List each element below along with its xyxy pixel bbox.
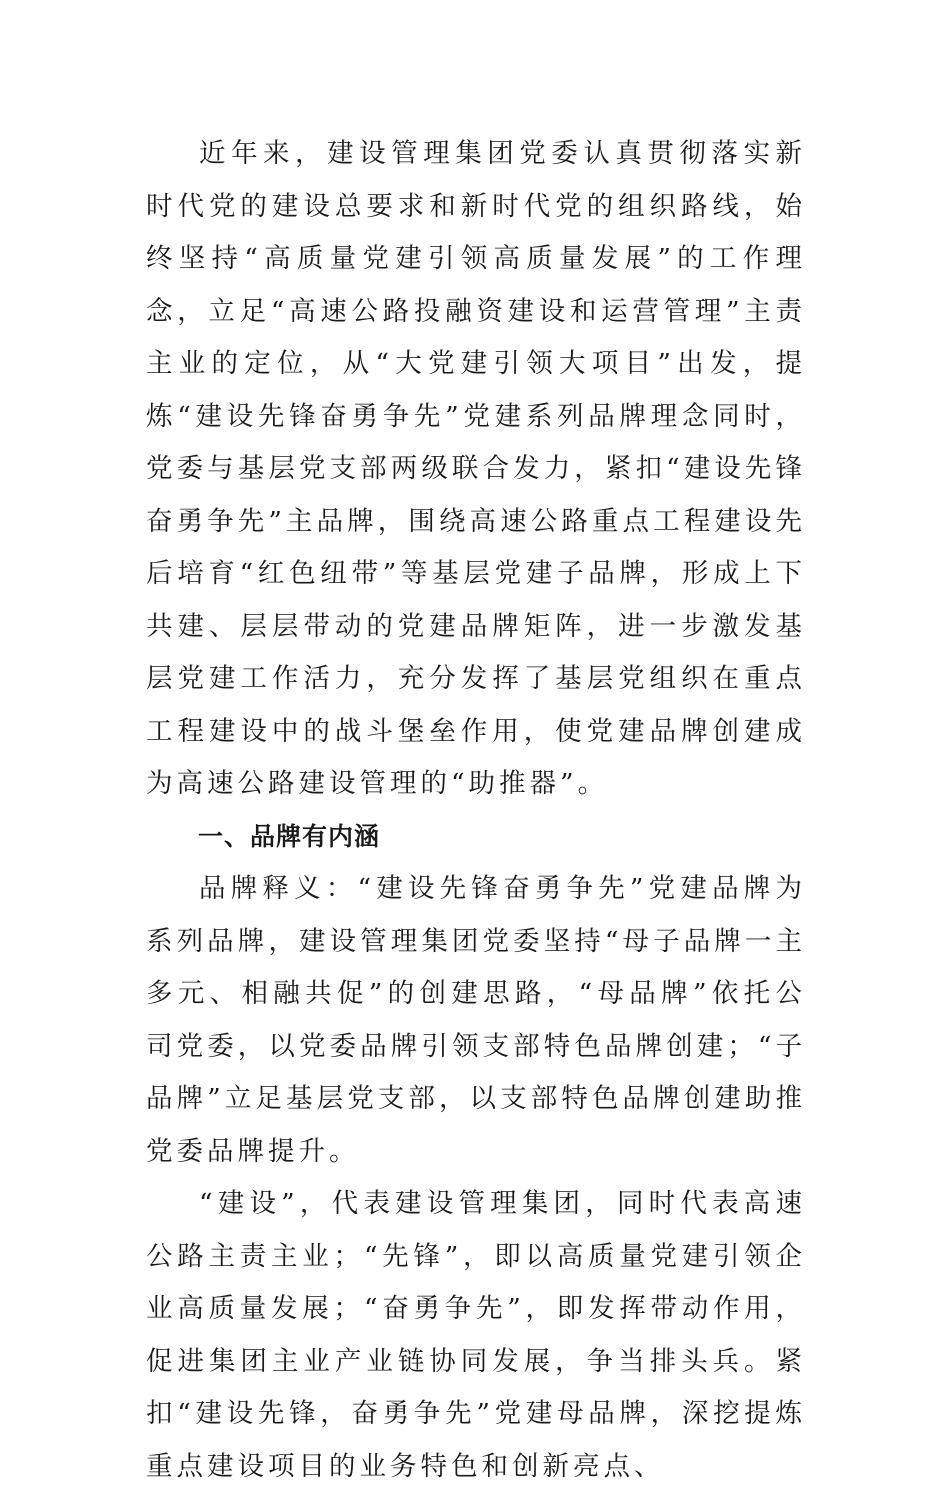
document-body	[146, 128, 806, 1493]
intro-paragraph: 近年来，建设管理集团党委认真贯彻落实新时代党的建设总要求和新时代党的组织路线，始终坚持“高质量党建引领高质量发展”的工作理念，立足“高速公路投融资建设和运营管理”主责主业的定位，从“大党建引领大项目”出发，提炼“建设先锋奋勇争先”党建系列品牌理念同时，党委与基层党支部两级联合发力，紧扣“建设先锋奋勇争先”主品牌，围绕高速公路重点工程建设先后培育“红色纽带”等基层党建子品牌，形成上下共建、层层带动的党建品牌矩阵，进一步激发基层党建工作活力，充分发挥了基层党组织在重点工程建设中的战斗堡垒作用，使党建品牌创建成为高速公路建设管理的“助推器”。	[146, 138, 806, 799]
brand-definition-paragraph: 品牌释义：“建设先锋奋勇争先”党建品牌为系列品牌，建设管理集团党委坚持“母子品牌一主多元、相融共促”的创建思路，“母品牌”依托公司党委，以党委品牌引领支部特色品牌创建；“子品牌”立足基层党支部，以支部特色品牌创建助推党委品牌提升。	[146, 873, 806, 1167]
section-heading: 一、品牌有内涵	[198, 821, 381, 851]
brand-meaning-paragraph: “建设”，代表建设管理集团，同时代表高速公路主责主业；“先锋”，即以高质量党建引领企业高质量发展；“奋勇争先”，即发挥带动作用，促进集团主业产业链协同发展，争当排头兵。紧扣“建设先锋，奋勇争先”党建母品牌，深挖提炼重点建设项目的业务特色和创新亮点、	[146, 1188, 806, 1482]
